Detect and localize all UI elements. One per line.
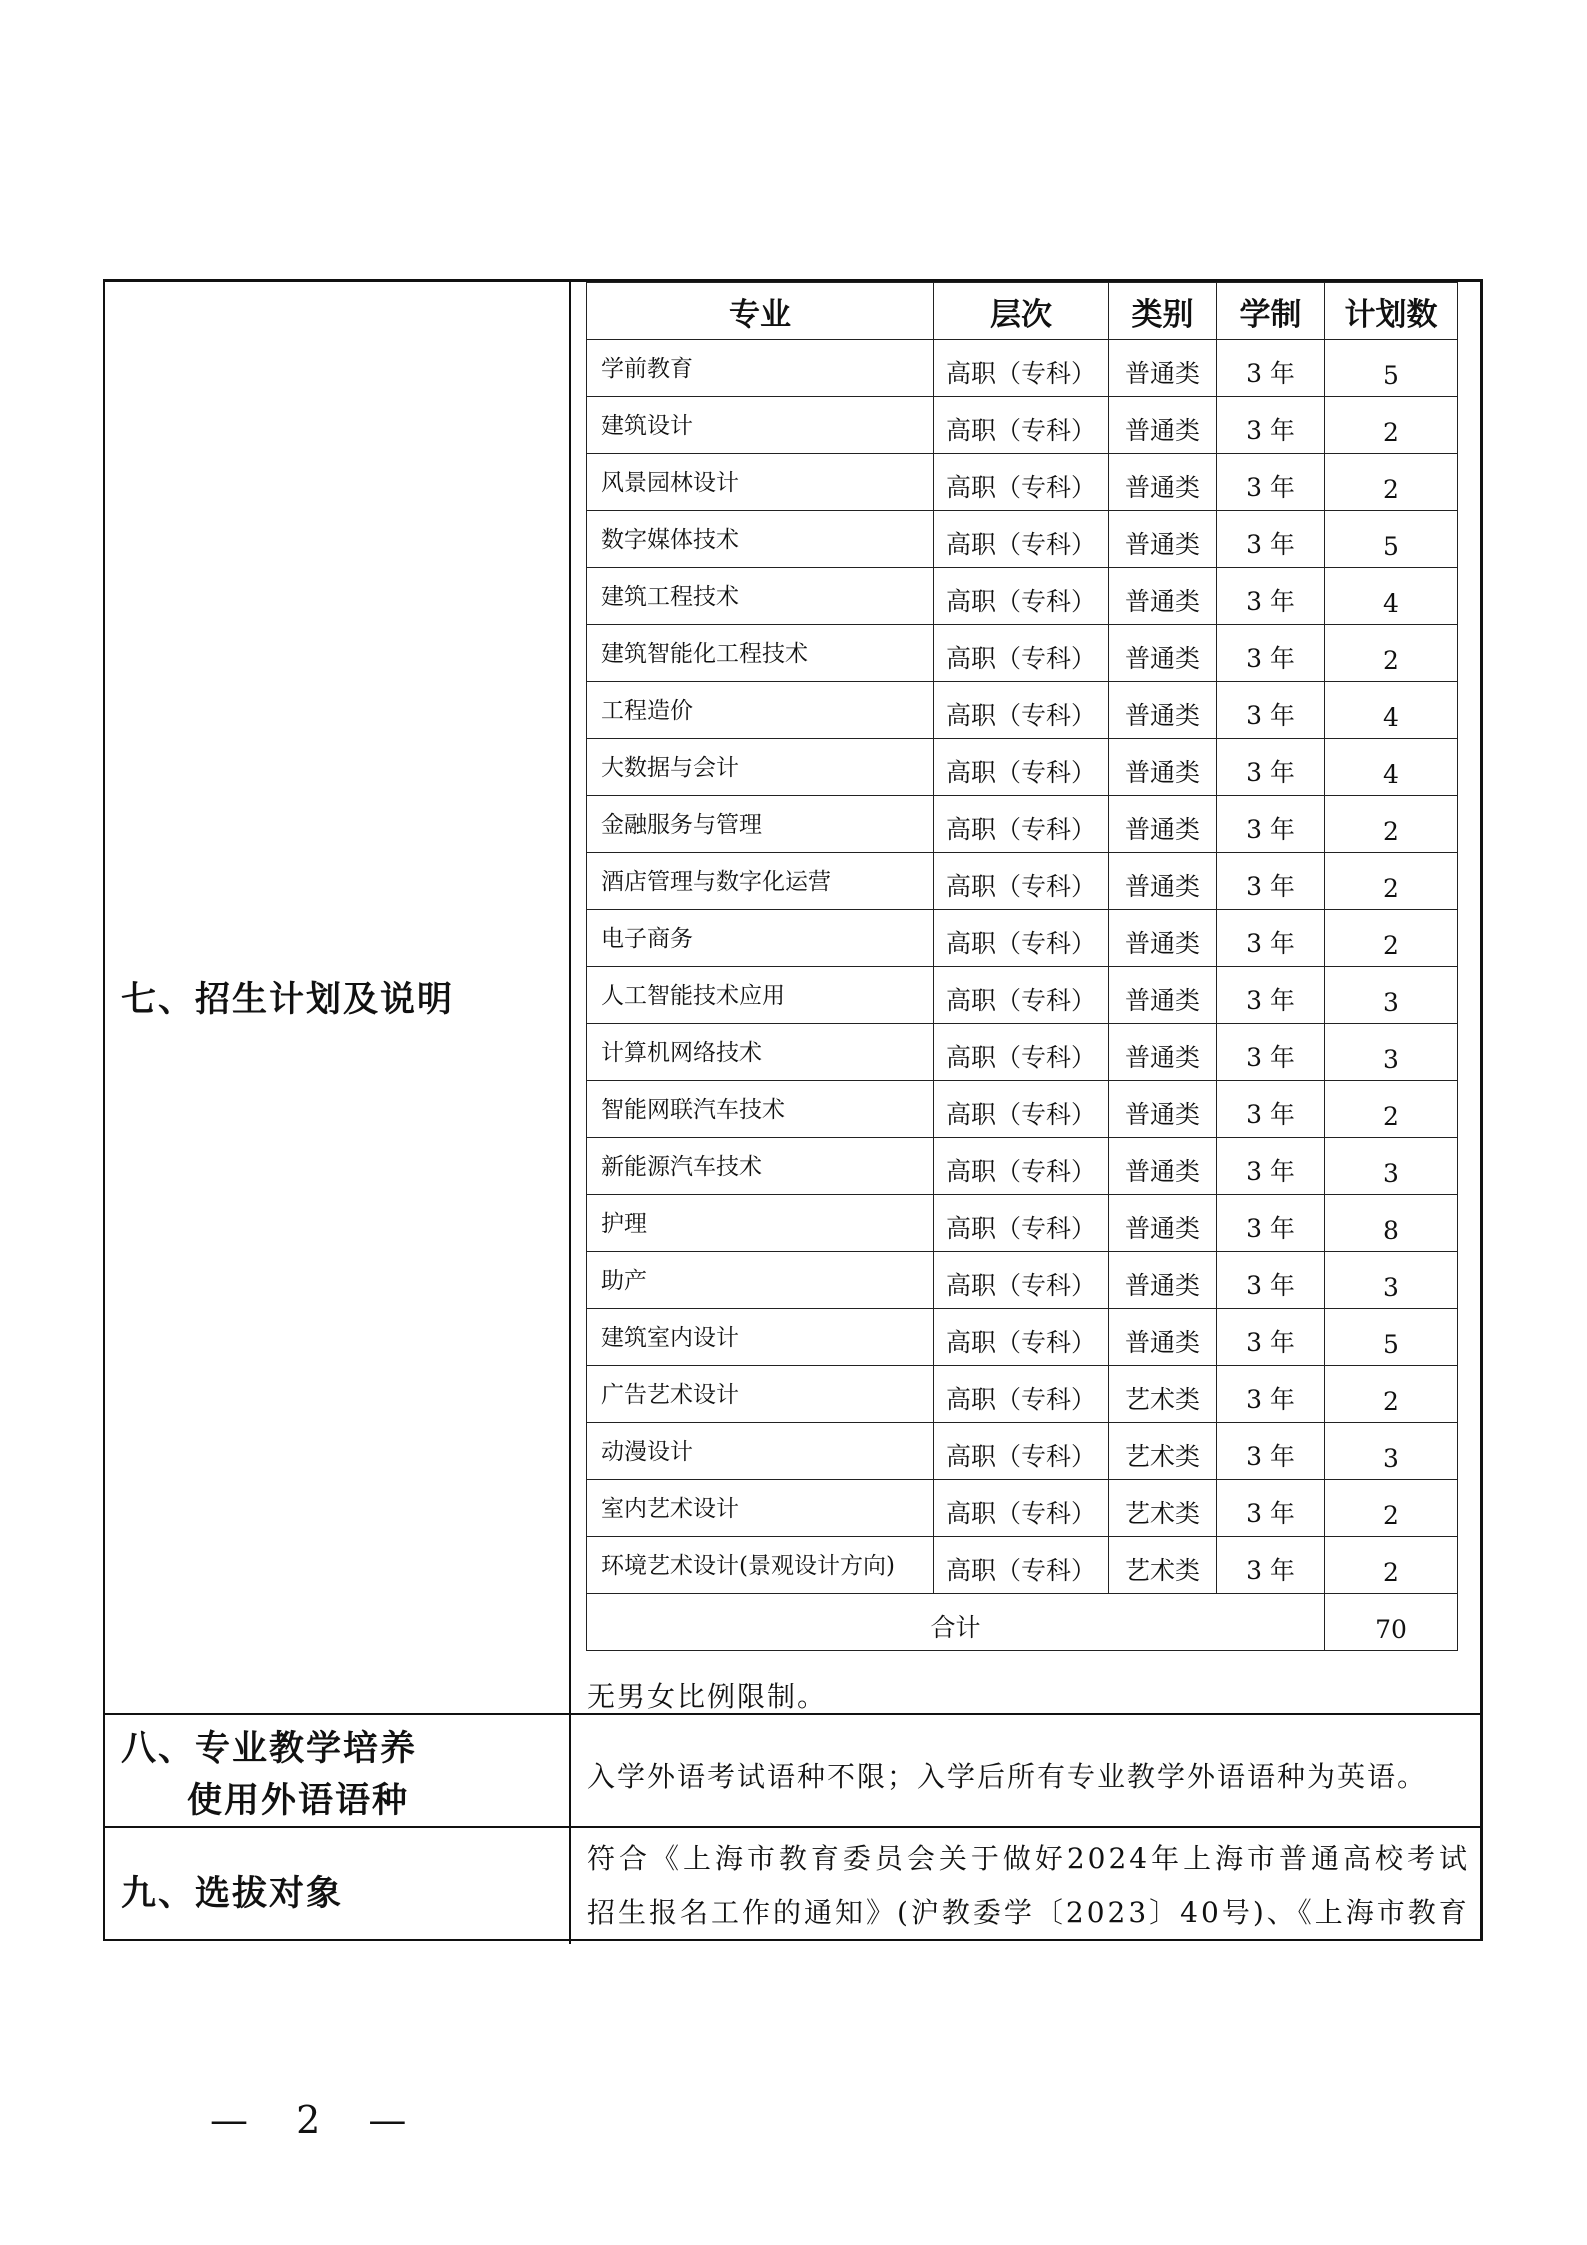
major-cell: 计算机网络技术 <box>587 1024 934 1081</box>
major-cell: 电子商务 <box>587 910 934 967</box>
table-row <box>587 910 1458 967</box>
major-cell: 建筑设计 <box>587 397 934 454</box>
plan-cell: 5 <box>1325 340 1458 397</box>
major-cell: 建筑工程技术 <box>587 568 934 625</box>
plan-cell: 3 <box>1325 1252 1458 1309</box>
years-cell: 3 年 <box>1217 1138 1325 1195</box>
type-cell: 艺术类 <box>1109 1537 1217 1594</box>
years-cell: 3 年 <box>1217 1537 1325 1594</box>
table-row <box>587 1480 1458 1537</box>
section-9-label-cell <box>105 1828 571 1944</box>
major-cell: 酒店管理与数字化运营 <box>587 853 934 910</box>
section-7-title: 七、招生计划及说明 <box>121 979 455 1020</box>
major-cell: 广告艺术设计 <box>587 1366 934 1423</box>
section-7-label-cell <box>105 282 571 1713</box>
years-cell: 3 年 <box>1217 1480 1325 1537</box>
years-cell: 3 年 <box>1217 340 1325 397</box>
plan-cell: 2 <box>1325 1366 1458 1423</box>
table-row <box>587 853 1458 910</box>
years-cell: 3 年 <box>1217 853 1325 910</box>
level-cell: 高职（专科） <box>934 454 1109 511</box>
table-row <box>587 1195 1458 1252</box>
plan-cell: 2 <box>1325 397 1458 454</box>
table-row <box>587 796 1458 853</box>
table-row <box>587 454 1458 511</box>
level-cell: 高职（专科） <box>934 1195 1109 1252</box>
plan-cell: 4 <box>1325 682 1458 739</box>
major-cell: 室内艺术设计 <box>587 1480 934 1537</box>
years-cell: 3 年 <box>1217 454 1325 511</box>
form-table <box>103 279 1483 1941</box>
level-cell: 高职（专科） <box>934 910 1109 967</box>
plan-cell: 4 <box>1325 568 1458 625</box>
table-row <box>587 1309 1458 1366</box>
major-cell: 建筑智能化工程技术 <box>587 625 934 682</box>
level-cell: 高职（专科） <box>934 340 1109 397</box>
table-row <box>587 967 1458 1024</box>
years-cell: 3 年 <box>1217 1195 1325 1252</box>
years-cell: 3 年 <box>1217 1081 1325 1138</box>
major-cell: 新能源汽车技术 <box>587 1138 934 1195</box>
header-years: 学制 <box>1217 283 1325 340</box>
major-cell: 大数据与会计 <box>587 739 934 796</box>
type-cell: 普通类 <box>1109 511 1217 568</box>
type-cell: 普通类 <box>1109 340 1217 397</box>
section-8-content-cell <box>571 1715 1480 1826</box>
table-row <box>587 1252 1458 1309</box>
level-cell: 高职（专科） <box>934 739 1109 796</box>
table-row <box>587 682 1458 739</box>
plan-cell: 2 <box>1325 454 1458 511</box>
section-9-content: 符合《上海市教育委员会关于做好2024年上海市普通高校考试招生报名工作的通知》(沪教委学〔2023〕40号)、《上海市教育 <box>587 1842 1470 1929</box>
plan-cell: 5 <box>1325 1309 1458 1366</box>
major-cell: 数字媒体技术 <box>587 511 934 568</box>
level-cell: 高职（专科） <box>934 1480 1109 1537</box>
gender-ratio-note: 无男女比例限制。 <box>587 1680 828 1713</box>
level-cell: 高职（专科） <box>934 853 1109 910</box>
section-8-title-line1: 八、专业教学培养 <box>121 1728 418 1769</box>
section-8-row <box>105 1715 1480 1828</box>
table-row <box>587 511 1458 568</box>
total-row <box>587 1594 1458 1651</box>
plan-cell: 2 <box>1325 796 1458 853</box>
type-cell: 普通类 <box>1109 853 1217 910</box>
plan-cell: 2 <box>1325 1537 1458 1594</box>
table-row <box>587 625 1458 682</box>
type-cell: 艺术类 <box>1109 1480 1217 1537</box>
level-cell: 高职（专科） <box>934 1537 1109 1594</box>
years-cell: 3 年 <box>1217 910 1325 967</box>
type-cell: 普通类 <box>1109 397 1217 454</box>
level-cell: 高职（专科） <box>934 1366 1109 1423</box>
major-cell: 助产 <box>587 1252 934 1309</box>
table-row <box>587 397 1458 454</box>
plan-cell: 3 <box>1325 1138 1458 1195</box>
table-row <box>587 739 1458 796</box>
major-cell: 金融服务与管理 <box>587 796 934 853</box>
plan-cell: 2 <box>1325 910 1458 967</box>
header-plan: 计划数 <box>1325 283 1458 340</box>
level-cell: 高职（专科） <box>934 1024 1109 1081</box>
level-cell: 高职（专科） <box>934 796 1109 853</box>
type-cell: 普通类 <box>1109 625 1217 682</box>
major-cell: 学前教育 <box>587 340 934 397</box>
type-cell: 普通类 <box>1109 796 1217 853</box>
type-cell: 普通类 <box>1109 967 1217 1024</box>
years-cell: 3 年 <box>1217 625 1325 682</box>
type-cell: 普通类 <box>1109 1024 1217 1081</box>
major-cell: 智能网联汽车技术 <box>587 1081 934 1138</box>
type-cell: 普通类 <box>1109 1252 1217 1309</box>
table-row <box>587 340 1458 397</box>
header-level: 层次 <box>934 283 1109 340</box>
type-cell: 普通类 <box>1109 1081 1217 1138</box>
plan-cell: 3 <box>1325 967 1458 1024</box>
table-row <box>587 1537 1458 1594</box>
plan-cell: 5 <box>1325 511 1458 568</box>
years-cell: 3 年 <box>1217 967 1325 1024</box>
plan-cell: 2 <box>1325 1081 1458 1138</box>
header-type: 类别 <box>1109 283 1217 340</box>
type-cell: 普通类 <box>1109 739 1217 796</box>
level-cell: 高职（专科） <box>934 967 1109 1024</box>
type-cell: 普通类 <box>1109 1195 1217 1252</box>
major-cell: 工程造价 <box>587 682 934 739</box>
years-cell: 3 年 <box>1217 682 1325 739</box>
years-cell: 3 年 <box>1217 397 1325 454</box>
table-row <box>587 568 1458 625</box>
header-major: 专业 <box>587 283 934 340</box>
plan-cell: 3 <box>1325 1423 1458 1480</box>
level-cell: 高职（专科） <box>934 1423 1109 1480</box>
plan-cell: 8 <box>1325 1195 1458 1252</box>
major-cell: 动漫设计 <box>587 1423 934 1480</box>
plan-cell: 4 <box>1325 739 1458 796</box>
table-row <box>587 1138 1458 1195</box>
years-cell: 3 年 <box>1217 1366 1325 1423</box>
major-cell: 风景园林设计 <box>587 454 934 511</box>
level-cell: 高职（专科） <box>934 397 1109 454</box>
major-cell: 环境艺术设计(景观设计方向) <box>587 1537 934 1594</box>
table-row <box>587 1081 1458 1138</box>
level-cell: 高职（专科） <box>934 1252 1109 1309</box>
type-cell: 艺术类 <box>1109 1366 1217 1423</box>
total-value: 70 <box>1325 1594 1458 1651</box>
level-cell: 高职（专科） <box>934 511 1109 568</box>
level-cell: 高职（专科） <box>934 568 1109 625</box>
table-row <box>587 1024 1458 1081</box>
years-cell: 3 年 <box>1217 511 1325 568</box>
plan-cell: 2 <box>1325 853 1458 910</box>
level-cell: 高职（专科） <box>934 625 1109 682</box>
type-cell: 艺术类 <box>1109 1423 1217 1480</box>
type-cell: 普通类 <box>1109 454 1217 511</box>
section-8-title-line2: 使用外语语种 <box>187 1780 410 1821</box>
table-header-row <box>587 283 1458 340</box>
years-cell: 3 年 <box>1217 739 1325 796</box>
years-cell: 3 年 <box>1217 796 1325 853</box>
total-label: 合计 <box>587 1594 1325 1651</box>
section-9-row <box>105 1828 1480 1944</box>
level-cell: 高职（专科） <box>934 682 1109 739</box>
section-9-content-cell <box>571 1828 1480 1944</box>
years-cell: 3 年 <box>1217 1423 1325 1480</box>
years-cell: 3 年 <box>1217 1309 1325 1366</box>
plan-cell: 2 <box>1325 1480 1458 1537</box>
enrollment-plan-table <box>586 282 1458 1651</box>
level-cell: 高职（专科） <box>934 1081 1109 1138</box>
major-cell: 人工智能技术应用 <box>587 967 934 1024</box>
page-number: — 2 — <box>210 2098 425 2142</box>
section-8-content: 入学外语考试语种不限；入学后所有专业教学外语语种为英语。 <box>587 1760 1428 1793</box>
type-cell: 普通类 <box>1109 568 1217 625</box>
section-7-content-cell <box>571 282 1480 1713</box>
years-cell: 3 年 <box>1217 1024 1325 1081</box>
years-cell: 3 年 <box>1217 1252 1325 1309</box>
table-row <box>587 1423 1458 1480</box>
table-row <box>587 1366 1458 1423</box>
type-cell: 普通类 <box>1109 910 1217 967</box>
section-9-title: 九、选拔对象 <box>121 1873 344 1914</box>
type-cell: 普通类 <box>1109 682 1217 739</box>
type-cell: 普通类 <box>1109 1138 1217 1195</box>
plan-cell: 2 <box>1325 625 1458 682</box>
major-cell: 建筑室内设计 <box>587 1309 934 1366</box>
section-7-row <box>105 282 1480 1715</box>
level-cell: 高职（专科） <box>934 1309 1109 1366</box>
plan-cell: 3 <box>1325 1024 1458 1081</box>
major-cell: 护理 <box>587 1195 934 1252</box>
section-8-label-cell <box>105 1715 571 1826</box>
level-cell: 高职（专科） <box>934 1138 1109 1195</box>
years-cell: 3 年 <box>1217 568 1325 625</box>
type-cell: 普通类 <box>1109 1309 1217 1366</box>
